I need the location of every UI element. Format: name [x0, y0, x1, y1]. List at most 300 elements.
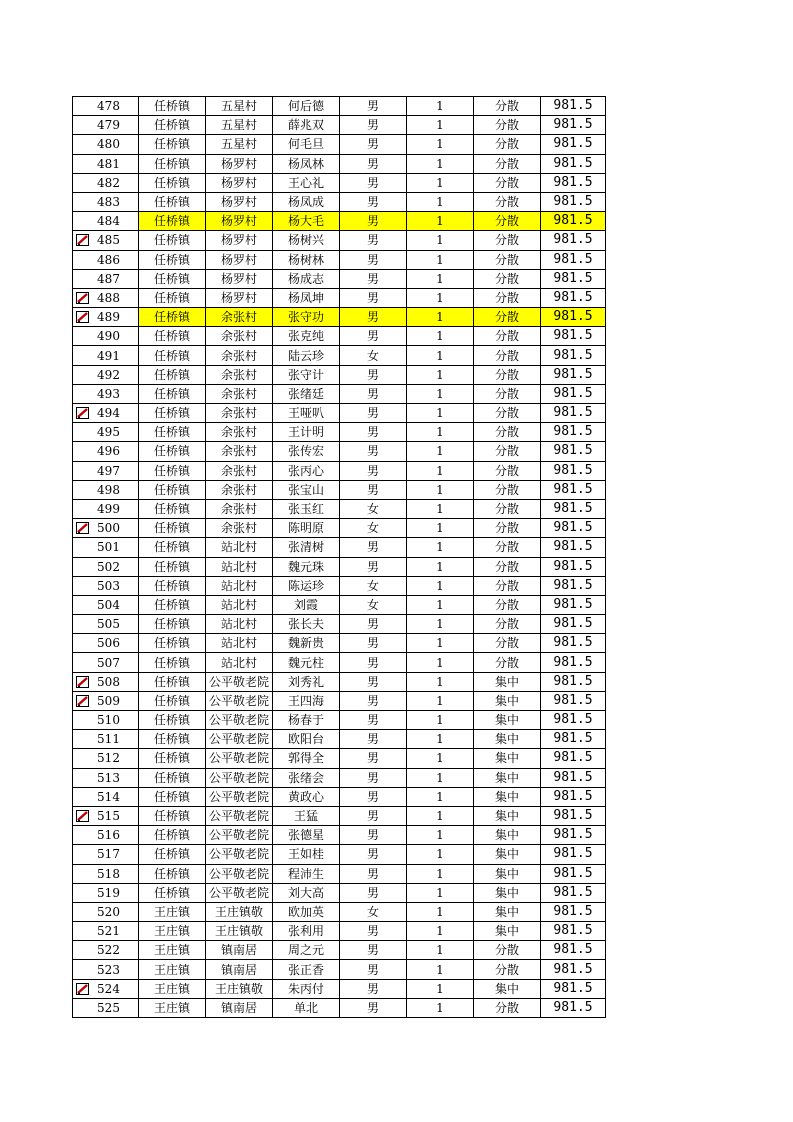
cell-count[interactable]: 1: [407, 595, 474, 614]
cell-no[interactable]: [73, 212, 139, 231]
cell-name[interactable]: 何毛旦: [273, 135, 340, 154]
cell-name[interactable]: 王如桂: [273, 845, 340, 864]
cell-name[interactable]: 王猛: [273, 806, 340, 825]
cell-village[interactable]: 五星村: [206, 135, 273, 154]
cell-type[interactable]: 分散: [474, 615, 541, 634]
cell-type[interactable]: 分散: [474, 173, 541, 192]
cell-no[interactable]: [73, 250, 139, 269]
cell-no[interactable]: [73, 634, 139, 653]
cell-village[interactable]: 余张村: [206, 461, 273, 480]
cell-amount[interactable]: 981.5: [541, 826, 606, 845]
cell-type[interactable]: 分散: [474, 480, 541, 499]
cell-village[interactable]: 五星村: [206, 97, 273, 116]
cell-sex[interactable]: 男: [340, 231, 407, 250]
cell-type[interactable]: 分散: [474, 288, 541, 307]
cell-amount[interactable]: 981.5: [541, 288, 606, 307]
cell-sex[interactable]: 男: [340, 749, 407, 768]
cell-type[interactable]: 集中: [474, 845, 541, 864]
cell-type[interactable]: 分散: [474, 519, 541, 538]
cell-no[interactable]: [73, 308, 139, 327]
cell-village[interactable]: 余张村: [206, 519, 273, 538]
cell-amount[interactable]: 981.5: [541, 960, 606, 979]
cell-sex[interactable]: 男: [340, 615, 407, 634]
cell-no[interactable]: [73, 845, 139, 864]
cell-count[interactable]: 1: [407, 653, 474, 672]
cell-no[interactable]: [73, 519, 139, 538]
cell-amount[interactable]: 981.5: [541, 922, 606, 941]
cell-town[interactable]: 王庄镇: [139, 960, 206, 979]
cell-amount[interactable]: 981.5: [541, 979, 606, 998]
cell-town[interactable]: 任桥镇: [139, 480, 206, 499]
cell-amount[interactable]: 981.5: [541, 998, 606, 1017]
cell-name[interactable]: 程沛生: [273, 864, 340, 883]
cell-village[interactable]: 镇南居: [206, 960, 273, 979]
cell-no[interactable]: [73, 826, 139, 845]
cell-town[interactable]: 任桥镇: [139, 365, 206, 384]
cell-type[interactable]: 分散: [474, 499, 541, 518]
cell-type[interactable]: 集中: [474, 902, 541, 921]
cell-village[interactable]: 公平敬老院: [206, 691, 273, 710]
cell-no[interactable]: [73, 423, 139, 442]
cell-amount[interactable]: 981.5: [541, 346, 606, 365]
cell-count[interactable]: 1: [407, 231, 474, 250]
cell-town[interactable]: 任桥镇: [139, 806, 206, 825]
cell-sex[interactable]: 男: [340, 538, 407, 557]
cell-no[interactable]: [73, 595, 139, 614]
cell-village[interactable]: 公平敬老院: [206, 730, 273, 749]
cell-village[interactable]: 王庄镇敬: [206, 979, 273, 998]
cell-no[interactable]: [73, 154, 139, 173]
cell-town[interactable]: 任桥镇: [139, 461, 206, 480]
cell-count[interactable]: 1: [407, 922, 474, 941]
cell-no[interactable]: [73, 97, 139, 116]
cell-sex[interactable]: 女: [340, 519, 407, 538]
cell-name[interactable]: 张宝山: [273, 480, 340, 499]
cell-town[interactable]: 任桥镇: [139, 116, 206, 135]
cell-type[interactable]: 分散: [474, 576, 541, 595]
cell-count[interactable]: 1: [407, 384, 474, 403]
cell-amount[interactable]: 981.5: [541, 97, 606, 116]
cell-sex[interactable]: 男: [340, 173, 407, 192]
cell-type[interactable]: 分散: [474, 116, 541, 135]
cell-no[interactable]: [73, 960, 139, 979]
cell-amount[interactable]: 981.5: [541, 499, 606, 518]
cell-no[interactable]: [73, 787, 139, 806]
cell-sex[interactable]: 男: [340, 998, 407, 1017]
cell-town[interactable]: 任桥镇: [139, 711, 206, 730]
cell-town[interactable]: 王庄镇: [139, 902, 206, 921]
cell-count[interactable]: 1: [407, 499, 474, 518]
cell-village[interactable]: 余张村: [206, 480, 273, 499]
cell-amount[interactable]: 981.5: [541, 883, 606, 902]
cell-amount[interactable]: 981.5: [541, 730, 606, 749]
cell-village[interactable]: 余张村: [206, 423, 273, 442]
cell-no[interactable]: [73, 461, 139, 480]
cell-name[interactable]: 刘大高: [273, 883, 340, 902]
cell-amount[interactable]: 981.5: [541, 691, 606, 710]
cell-sex[interactable]: 女: [340, 346, 407, 365]
cell-count[interactable]: 1: [407, 269, 474, 288]
cell-town[interactable]: 任桥镇: [139, 308, 206, 327]
cell-amount[interactable]: 981.5: [541, 231, 606, 250]
cell-sex[interactable]: 男: [340, 423, 407, 442]
cell-name[interactable]: 薛兆双: [273, 116, 340, 135]
cell-sex[interactable]: 男: [340, 212, 407, 231]
cell-no[interactable]: [73, 749, 139, 768]
cell-sex[interactable]: 男: [340, 672, 407, 691]
cell-town[interactable]: 任桥镇: [139, 97, 206, 116]
cell-type[interactable]: 集中: [474, 749, 541, 768]
cell-town[interactable]: 任桥镇: [139, 442, 206, 461]
cell-amount[interactable]: 981.5: [541, 212, 606, 231]
cell-name[interactable]: 陈明原: [273, 519, 340, 538]
cell-amount[interactable]: 981.5: [541, 806, 606, 825]
cell-sex[interactable]: 男: [340, 634, 407, 653]
cell-name[interactable]: 杨春于: [273, 711, 340, 730]
cell-name[interactable]: 郭得全: [273, 749, 340, 768]
cell-type[interactable]: 分散: [474, 960, 541, 979]
cell-count[interactable]: 1: [407, 576, 474, 595]
cell-name[interactable]: 张克纯: [273, 327, 340, 346]
cell-no[interactable]: [73, 922, 139, 941]
cell-name[interactable]: 杨树兴: [273, 231, 340, 250]
cell-village[interactable]: 公平敬老院: [206, 826, 273, 845]
cell-village[interactable]: 余张村: [206, 384, 273, 403]
cell-village[interactable]: 杨罗村: [206, 173, 273, 192]
cell-name[interactable]: 杨凤坤: [273, 288, 340, 307]
cell-town[interactable]: 任桥镇: [139, 346, 206, 365]
cell-amount[interactable]: 981.5: [541, 461, 606, 480]
cell-village[interactable]: 公平敬老院: [206, 711, 273, 730]
cell-no[interactable]: [73, 288, 139, 307]
cell-village[interactable]: 镇南居: [206, 998, 273, 1017]
cell-type[interactable]: 集中: [474, 883, 541, 902]
cell-type[interactable]: 分散: [474, 154, 541, 173]
cell-town[interactable]: 任桥镇: [139, 212, 206, 231]
cell-sex[interactable]: 男: [340, 97, 407, 116]
cell-count[interactable]: 1: [407, 691, 474, 710]
cell-no[interactable]: [73, 116, 139, 135]
cell-village[interactable]: 余张村: [206, 499, 273, 518]
cell-village[interactable]: 余张村: [206, 442, 273, 461]
cell-amount[interactable]: 981.5: [541, 154, 606, 173]
cell-type[interactable]: 分散: [474, 595, 541, 614]
cell-town[interactable]: 任桥镇: [139, 384, 206, 403]
cell-no[interactable]: [73, 231, 139, 250]
cell-count[interactable]: 1: [407, 192, 474, 211]
cell-name[interactable]: 张绪会: [273, 768, 340, 787]
cell-no[interactable]: [73, 557, 139, 576]
cell-amount[interactable]: 981.5: [541, 557, 606, 576]
cell-sex[interactable]: 男: [340, 922, 407, 941]
cell-no[interactable]: [73, 902, 139, 921]
cell-town[interactable]: 任桥镇: [139, 768, 206, 787]
cell-town[interactable]: 任桥镇: [139, 672, 206, 691]
cell-name[interactable]: 黄政心: [273, 787, 340, 806]
cell-count[interactable]: 1: [407, 902, 474, 921]
cell-town[interactable]: 任桥镇: [139, 423, 206, 442]
cell-type[interactable]: 分散: [474, 998, 541, 1017]
cell-sex[interactable]: 男: [340, 557, 407, 576]
cell-town[interactable]: 任桥镇: [139, 576, 206, 595]
cell-no[interactable]: [73, 864, 139, 883]
cell-no[interactable]: [73, 998, 139, 1017]
cell-type[interactable]: 集中: [474, 711, 541, 730]
cell-sex[interactable]: 女: [340, 595, 407, 614]
cell-count[interactable]: 1: [407, 845, 474, 864]
cell-amount[interactable]: 981.5: [541, 576, 606, 595]
cell-count[interactable]: 1: [407, 864, 474, 883]
cell-amount[interactable]: 981.5: [541, 787, 606, 806]
cell-name[interactable]: 陈运珍: [273, 576, 340, 595]
cell-sex[interactable]: 男: [340, 960, 407, 979]
cell-count[interactable]: 1: [407, 826, 474, 845]
cell-count[interactable]: 1: [407, 346, 474, 365]
cell-village[interactable]: 杨罗村: [206, 192, 273, 211]
cell-name[interactable]: 陆云珍: [273, 346, 340, 365]
cell-no[interactable]: [73, 135, 139, 154]
cell-no[interactable]: [73, 653, 139, 672]
cell-town[interactable]: 任桥镇: [139, 634, 206, 653]
cell-sex[interactable]: 男: [340, 653, 407, 672]
cell-town[interactable]: 任桥镇: [139, 749, 206, 768]
cell-count[interactable]: 1: [407, 135, 474, 154]
cell-count[interactable]: 1: [407, 941, 474, 960]
cell-sex[interactable]: 男: [340, 116, 407, 135]
cell-name[interactable]: 刘秀礼: [273, 672, 340, 691]
cell-sex[interactable]: 男: [340, 787, 407, 806]
cell-village[interactable]: 余张村: [206, 346, 273, 365]
cell-amount[interactable]: 981.5: [541, 711, 606, 730]
cell-town[interactable]: 任桥镇: [139, 864, 206, 883]
cell-no[interactable]: [73, 806, 139, 825]
cell-village[interactable]: 镇南居: [206, 941, 273, 960]
cell-count[interactable]: 1: [407, 538, 474, 557]
cell-town[interactable]: 任桥镇: [139, 404, 206, 423]
cell-village[interactable]: 站北村: [206, 634, 273, 653]
cell-count[interactable]: 1: [407, 212, 474, 231]
cell-type[interactable]: 集中: [474, 787, 541, 806]
cell-sex[interactable]: 男: [340, 269, 407, 288]
cell-village[interactable]: 杨罗村: [206, 250, 273, 269]
cell-no[interactable]: [73, 404, 139, 423]
cell-village[interactable]: 五星村: [206, 116, 273, 135]
cell-name[interactable]: 周之元: [273, 941, 340, 960]
cell-village[interactable]: 杨罗村: [206, 288, 273, 307]
cell-village[interactable]: 余张村: [206, 365, 273, 384]
cell-village[interactable]: 站北村: [206, 557, 273, 576]
cell-sex[interactable]: 男: [340, 442, 407, 461]
cell-town[interactable]: 王庄镇: [139, 941, 206, 960]
cell-amount[interactable]: 981.5: [541, 845, 606, 864]
cell-count[interactable]: 1: [407, 250, 474, 269]
cell-sex[interactable]: 男: [340, 192, 407, 211]
cell-type[interactable]: 集中: [474, 864, 541, 883]
cell-type[interactable]: 分散: [474, 557, 541, 576]
cell-count[interactable]: 1: [407, 327, 474, 346]
cell-type[interactable]: 分散: [474, 653, 541, 672]
cell-name[interactable]: 张守功: [273, 308, 340, 327]
cell-name[interactable]: 欧阳台: [273, 730, 340, 749]
cell-type[interactable]: 分散: [474, 404, 541, 423]
cell-town[interactable]: 任桥镇: [139, 192, 206, 211]
cell-type[interactable]: 分散: [474, 192, 541, 211]
cell-no[interactable]: [73, 365, 139, 384]
cell-amount[interactable]: 981.5: [541, 135, 606, 154]
cell-town[interactable]: 任桥镇: [139, 615, 206, 634]
cell-type[interactable]: 分散: [474, 365, 541, 384]
cell-name[interactable]: 张清树: [273, 538, 340, 557]
cell-sex[interactable]: 男: [340, 768, 407, 787]
cell-village[interactable]: 公平敬老院: [206, 806, 273, 825]
cell-amount[interactable]: 981.5: [541, 365, 606, 384]
cell-no[interactable]: [73, 173, 139, 192]
cell-no[interactable]: [73, 269, 139, 288]
cell-type[interactable]: 分散: [474, 97, 541, 116]
cell-village[interactable]: 杨罗村: [206, 269, 273, 288]
cell-amount[interactable]: 981.5: [541, 653, 606, 672]
cell-count[interactable]: 1: [407, 519, 474, 538]
cell-amount[interactable]: 981.5: [541, 749, 606, 768]
cell-amount[interactable]: 981.5: [541, 538, 606, 557]
cell-sex[interactable]: 男: [340, 979, 407, 998]
cell-village[interactable]: 公平敬老院: [206, 864, 273, 883]
cell-amount[interactable]: 981.5: [541, 116, 606, 135]
cell-amount[interactable]: 981.5: [541, 173, 606, 192]
cell-village[interactable]: 公平敬老院: [206, 749, 273, 768]
cell-name[interactable]: 张传宏: [273, 442, 340, 461]
cell-name[interactable]: 王计明: [273, 423, 340, 442]
cell-amount[interactable]: 981.5: [541, 864, 606, 883]
cell-sex[interactable]: 女: [340, 576, 407, 595]
cell-name[interactable]: 张利用: [273, 922, 340, 941]
cell-no[interactable]: [73, 691, 139, 710]
cell-amount[interactable]: 981.5: [541, 250, 606, 269]
cell-sex[interactable]: 男: [340, 327, 407, 346]
cell-name[interactable]: 杨成志: [273, 269, 340, 288]
cell-sex[interactable]: 男: [340, 154, 407, 173]
cell-amount[interactable]: 981.5: [541, 595, 606, 614]
cell-name[interactable]: 王心礼: [273, 173, 340, 192]
cell-name[interactable]: 王哑叭: [273, 404, 340, 423]
cell-no[interactable]: [73, 192, 139, 211]
cell-town[interactable]: 任桥镇: [139, 730, 206, 749]
cell-village[interactable]: 余张村: [206, 308, 273, 327]
cell-name[interactable]: 张绪廷: [273, 384, 340, 403]
cell-town[interactable]: 王庄镇: [139, 922, 206, 941]
cell-count[interactable]: 1: [407, 711, 474, 730]
cell-count[interactable]: 1: [407, 557, 474, 576]
cell-type[interactable]: 分散: [474, 538, 541, 557]
cell-town[interactable]: 任桥镇: [139, 519, 206, 538]
cell-town[interactable]: 任桥镇: [139, 787, 206, 806]
cell-sex[interactable]: 男: [340, 135, 407, 154]
cell-count[interactable]: 1: [407, 979, 474, 998]
cell-sex[interactable]: 男: [340, 941, 407, 960]
cell-type[interactable]: 分散: [474, 135, 541, 154]
cell-village[interactable]: 站北村: [206, 595, 273, 614]
cell-count[interactable]: 1: [407, 883, 474, 902]
cell-name[interactable]: 杨大毛: [273, 212, 340, 231]
cell-sex[interactable]: 男: [340, 691, 407, 710]
cell-amount[interactable]: 981.5: [541, 672, 606, 691]
cell-type[interactable]: 集中: [474, 672, 541, 691]
cell-amount[interactable]: 981.5: [541, 902, 606, 921]
cell-village[interactable]: 杨罗村: [206, 212, 273, 231]
cell-village[interactable]: 公平敬老院: [206, 768, 273, 787]
cell-type[interactable]: 分散: [474, 384, 541, 403]
cell-sex[interactable]: 男: [340, 384, 407, 403]
cell-type[interactable]: 集中: [474, 730, 541, 749]
cell-count[interactable]: 1: [407, 787, 474, 806]
cell-count[interactable]: 1: [407, 442, 474, 461]
cell-village[interactable]: 站北村: [206, 653, 273, 672]
cell-no[interactable]: [73, 979, 139, 998]
cell-amount[interactable]: 981.5: [541, 768, 606, 787]
cell-name[interactable]: 张丙心: [273, 461, 340, 480]
cell-village[interactable]: 王庄镇敬: [206, 902, 273, 921]
cell-town[interactable]: 任桥镇: [139, 269, 206, 288]
cell-town[interactable]: 任桥镇: [139, 154, 206, 173]
cell-village[interactable]: 站北村: [206, 615, 273, 634]
cell-village[interactable]: 杨罗村: [206, 154, 273, 173]
cell-count[interactable]: 1: [407, 404, 474, 423]
cell-count[interactable]: 1: [407, 365, 474, 384]
cell-village[interactable]: 公平敬老院: [206, 883, 273, 902]
cell-name[interactable]: 张守计: [273, 365, 340, 384]
cell-amount[interactable]: 981.5: [541, 941, 606, 960]
cell-name[interactable]: 何后德: [273, 97, 340, 116]
cell-sex[interactable]: 男: [340, 461, 407, 480]
cell-type[interactable]: 分散: [474, 461, 541, 480]
cell-sex[interactable]: 男: [340, 883, 407, 902]
cell-town[interactable]: 任桥镇: [139, 595, 206, 614]
cell-name[interactable]: 欧加英: [273, 902, 340, 921]
cell-count[interactable]: 1: [407, 154, 474, 173]
cell-count[interactable]: 1: [407, 615, 474, 634]
cell-name[interactable]: 杨树林: [273, 250, 340, 269]
cell-sex[interactable]: 男: [340, 308, 407, 327]
cell-name[interactable]: 魏元柱: [273, 653, 340, 672]
cell-count[interactable]: 1: [407, 730, 474, 749]
cell-name[interactable]: 朱丙付: [273, 979, 340, 998]
cell-name[interactable]: 魏元珠: [273, 557, 340, 576]
cell-type[interactable]: 分散: [474, 250, 541, 269]
cell-village[interactable]: 公平敬老院: [206, 787, 273, 806]
cell-no[interactable]: [73, 346, 139, 365]
cell-town[interactable]: 任桥镇: [139, 231, 206, 250]
cell-no[interactable]: [73, 480, 139, 499]
cell-type[interactable]: 分散: [474, 308, 541, 327]
cell-type[interactable]: 分散: [474, 231, 541, 250]
cell-sex[interactable]: 男: [340, 480, 407, 499]
cell-town[interactable]: 任桥镇: [139, 327, 206, 346]
cell-name[interactable]: 杨凤成: [273, 192, 340, 211]
cell-type[interactable]: 分散: [474, 423, 541, 442]
cell-amount[interactable]: 981.5: [541, 615, 606, 634]
cell-town[interactable]: 任桥镇: [139, 538, 206, 557]
cell-no[interactable]: [73, 576, 139, 595]
cell-village[interactable]: 余张村: [206, 404, 273, 423]
cell-town[interactable]: 任桥镇: [139, 250, 206, 269]
cell-amount[interactable]: 981.5: [541, 192, 606, 211]
cell-town[interactable]: 任桥镇: [139, 653, 206, 672]
cell-name[interactable]: 张德星: [273, 826, 340, 845]
cell-sex[interactable]: 女: [340, 902, 407, 921]
cell-village[interactable]: 站北村: [206, 538, 273, 557]
cell-count[interactable]: 1: [407, 173, 474, 192]
cell-sex[interactable]: 男: [340, 730, 407, 749]
